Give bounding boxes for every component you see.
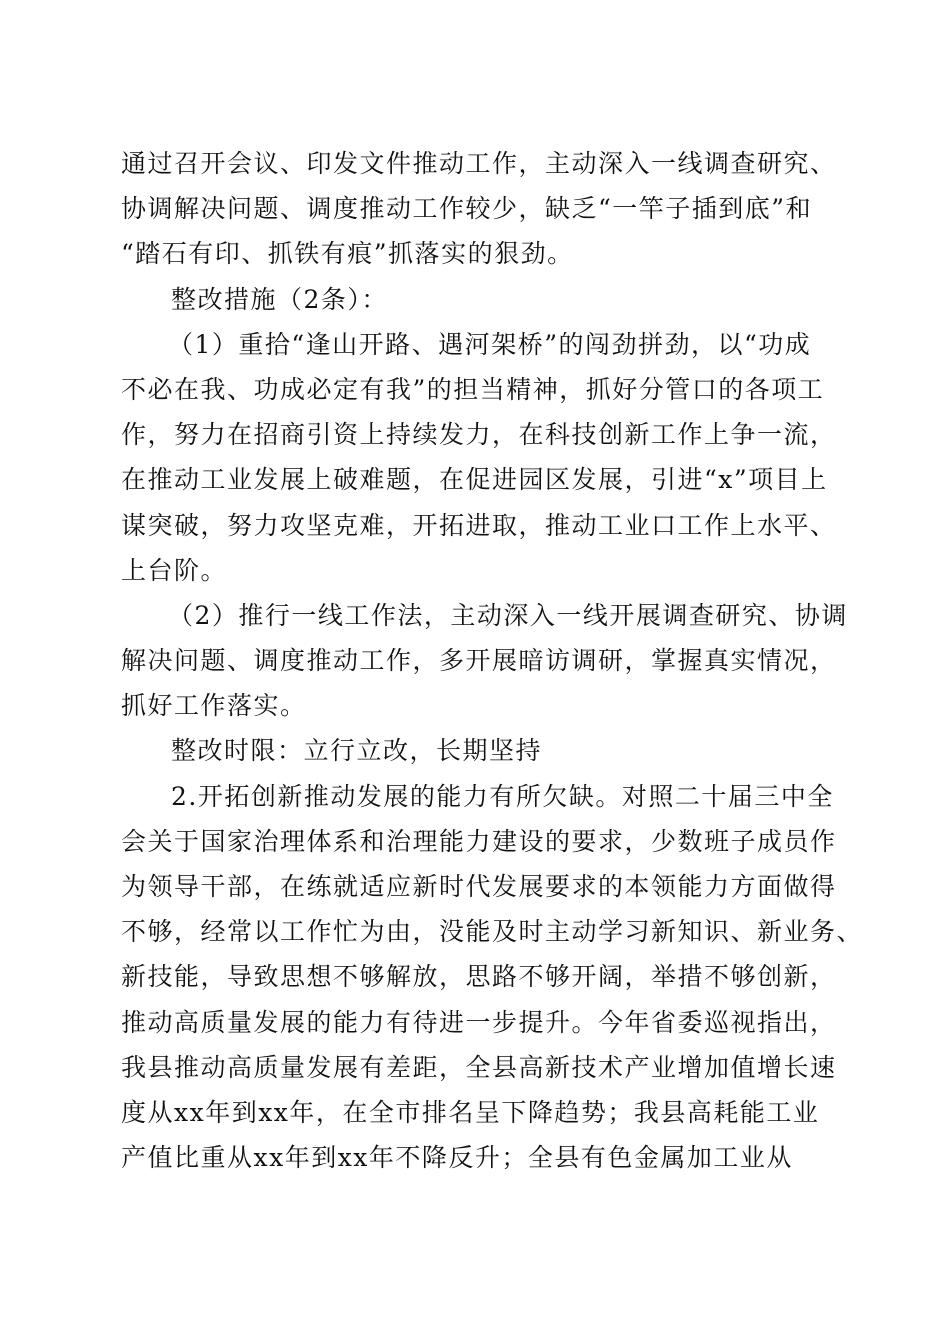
text-line: （1）重拾“逢山开路、遇河架桥”的闯劲拼劲，以“功成	[168, 329, 812, 359]
text-line: 不够，经常以工作忙为由，没能及时主动学习新知识、新业务、	[121, 917, 864, 947]
text-line: 不必在我、功成必定有我”的担当精神，抓好分管口的各项工	[121, 374, 825, 404]
document-body	[121, 141, 864, 1180]
text-line: 解决问题、调度推动工作，多开展暗访调研，掌握真实情况，	[121, 646, 837, 676]
text-line: 谋突破，努力攻坚克难，开拓进取，推动工业口工作上水平、	[121, 510, 837, 540]
text-line: 为领导干部，在练就适应新时代发展要求的本领能力方面做得	[121, 872, 837, 901]
text-line: 上台阶。	[121, 555, 228, 585]
text-line: 我县推动高质量发展有差距，全县高新技术产业增加值增长速	[121, 1052, 837, 1082]
text-line: 在推动工业发展上破难题，在促进园区发展，引进“x”项目上	[121, 465, 828, 495]
text-line: （2）推行一线工作法，主动深入一线开展调查研究、协调	[168, 600, 848, 630]
text-line: 会关于国家治理体系和治理能力建设的要求，少数班子成员作	[121, 826, 837, 856]
text-line: 推动高质量发展的能力有待进一步提升。今年省委巡视指出，	[121, 1007, 837, 1037]
section-heading-item-2: 2.开拓创新推动发展的能力有所欠缺。对照二十届三中全	[171, 781, 834, 811]
text-line: “踏石有印、抓铁有痕”抓落实的狠劲。	[121, 239, 574, 269]
text-line: 产值比重从xx年到xx年不降反升；全县有色金属加工业从	[121, 1143, 793, 1173]
text-line: 度从xx年到xx年，在全市排名呈下降趋势；我县高耗能工业	[121, 1097, 820, 1127]
text-line: 协调解决问题、调度推动工作较少，缺乏“一竿子插到底”和	[121, 194, 813, 224]
text-line: 新技能，导致思想不够解放，思路不够开阔，举措不够创新，	[121, 962, 837, 992]
text-line: 抓好工作落实。	[121, 691, 307, 721]
section-heading-deadline: 整改时限：立行立改，长期坚持	[171, 736, 543, 766]
text-line: 通过召开会议、印发文件推动工作，主动深入一线调查研究、	[121, 149, 837, 178]
text-line: 作，努力在招商引资上持续发力，在科技创新工作上争一流，	[121, 420, 837, 450]
section-heading-measures: 整改措施（2条）：	[171, 284, 388, 314]
